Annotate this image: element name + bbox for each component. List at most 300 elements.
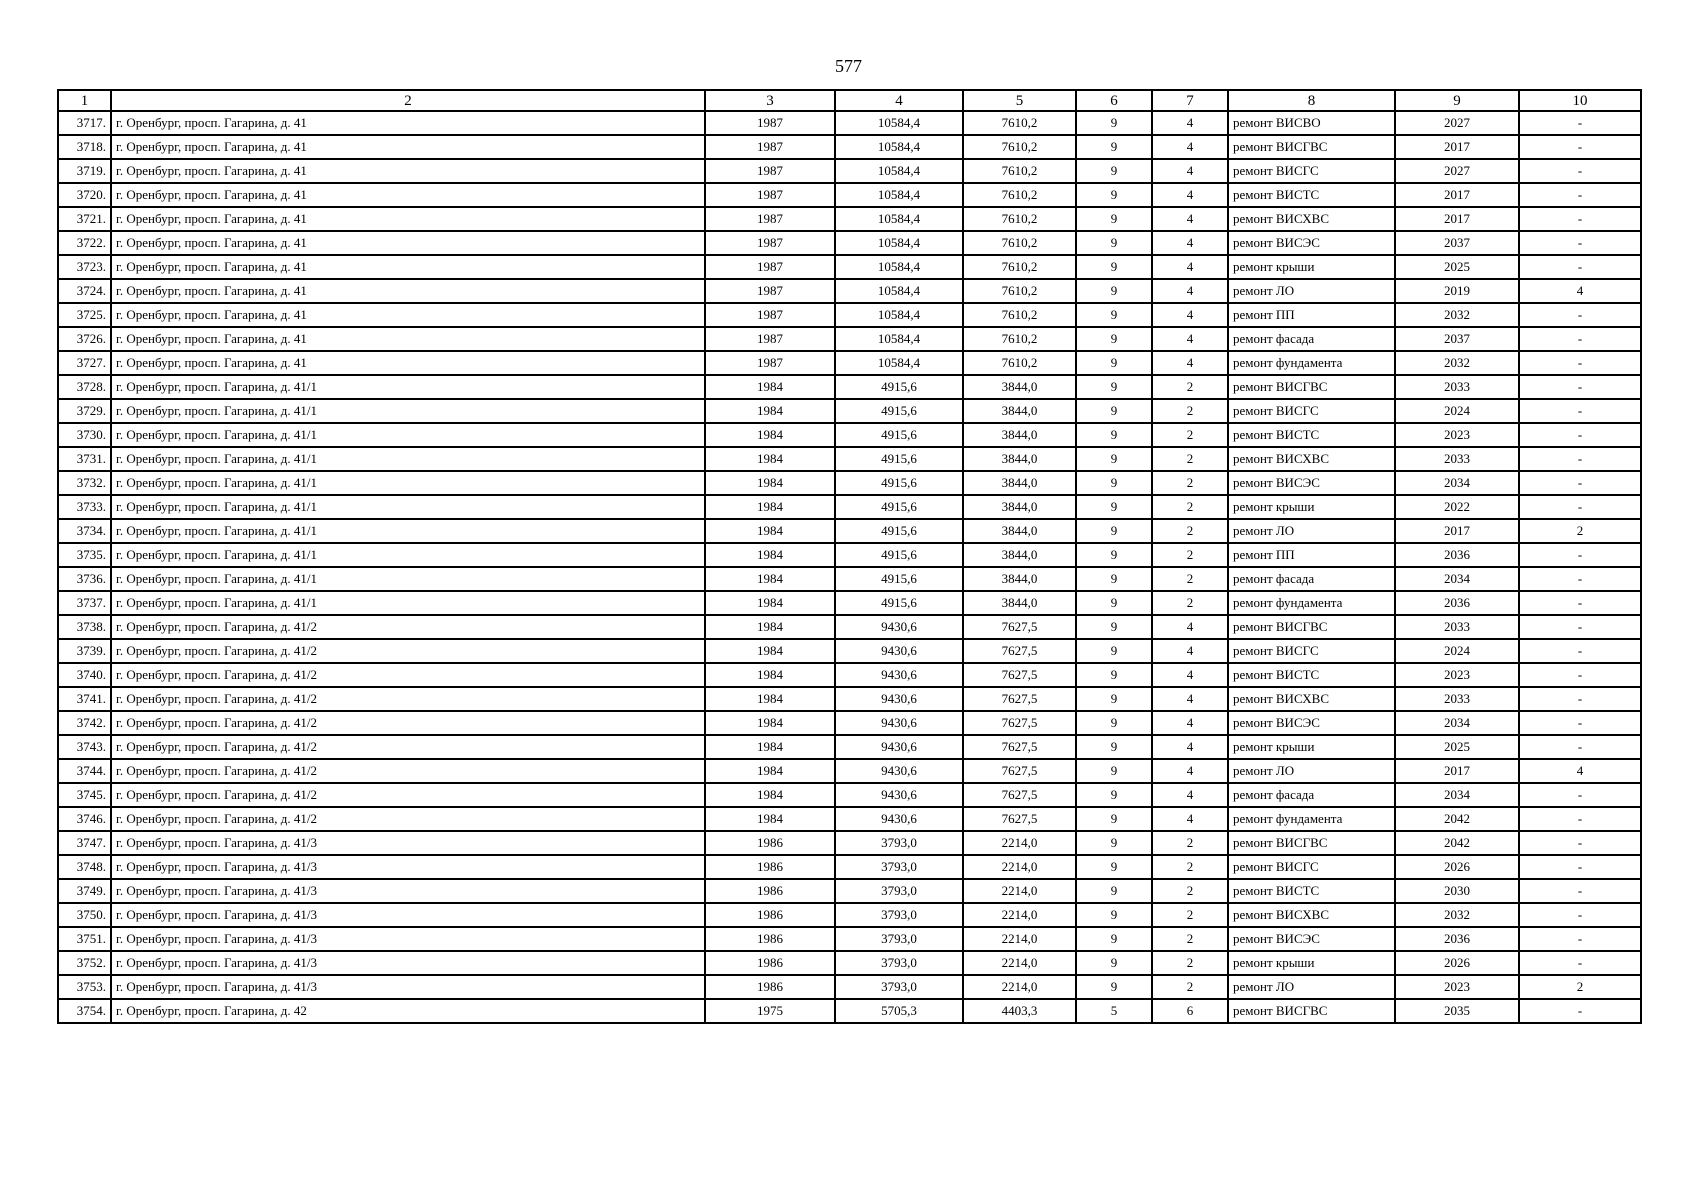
page-number: 577: [835, 56, 862, 76]
work-type-cell: ремонт фасада: [1228, 567, 1395, 591]
total-area-cell: 4915,6: [835, 567, 963, 591]
year-built-cell: 1986: [705, 951, 835, 975]
total-area-cell: 10584,4: [835, 255, 963, 279]
entrances-cell: 4: [1152, 615, 1228, 639]
value-cell: -: [1519, 375, 1641, 399]
planned-year-cell: 2034: [1395, 471, 1519, 495]
address-cell: г. Оренбург, просп. Гагарина, д. 41/1: [111, 423, 705, 447]
floors-cell: 9: [1076, 543, 1152, 567]
residential-area-cell: 7627,5: [963, 663, 1076, 687]
planned-year-cell: 2019: [1395, 279, 1519, 303]
row-number-cell: 3721.: [58, 207, 111, 231]
entrances-cell: 2: [1152, 543, 1228, 567]
table-row: [58, 831, 1641, 855]
work-type-cell: ремонт ЛО: [1228, 759, 1395, 783]
entrances-cell: 4: [1152, 807, 1228, 831]
year-built-cell: 1987: [705, 135, 835, 159]
total-area-cell: 10584,4: [835, 327, 963, 351]
floors-cell: 9: [1076, 591, 1152, 615]
work-type-cell: ремонт ВИСЭС: [1228, 231, 1395, 255]
table-row: [58, 975, 1641, 999]
column-header: 1: [58, 90, 111, 111]
row-number-cell: 3720.: [58, 183, 111, 207]
planned-year-cell: 2030: [1395, 879, 1519, 903]
table-row: [58, 135, 1641, 159]
address-cell: г. Оренбург, просп. Гагарина, д. 41/2: [111, 687, 705, 711]
table-row: [58, 639, 1641, 663]
row-number-cell: 3745.: [58, 783, 111, 807]
floors-cell: 9: [1076, 519, 1152, 543]
planned-year-cell: 2032: [1395, 351, 1519, 375]
value-cell: -: [1519, 807, 1641, 831]
address-cell: г. Оренбург, просп. Гагарина, д. 41/2: [111, 663, 705, 687]
floors-cell: 9: [1076, 951, 1152, 975]
work-type-cell: ремонт ВИСХВС: [1228, 447, 1395, 471]
year-built-cell: 1984: [705, 567, 835, 591]
planned-year-cell: 2033: [1395, 375, 1519, 399]
work-type-cell: ремонт ВИСТС: [1228, 663, 1395, 687]
residential-area-cell: 3844,0: [963, 399, 1076, 423]
residential-area-cell: 7610,2: [963, 111, 1076, 135]
address-cell: г. Оренбург, просп. Гагарина, д. 41: [111, 303, 705, 327]
table-row: [58, 111, 1641, 135]
table-row: [58, 735, 1641, 759]
planned-year-cell: 2037: [1395, 327, 1519, 351]
value-cell: 4: [1519, 759, 1641, 783]
entrances-cell: 4: [1152, 639, 1228, 663]
address-cell: г. Оренбург, просп. Гагарина, д. 41/1: [111, 375, 705, 399]
floors-cell: 9: [1076, 879, 1152, 903]
address-cell: г. Оренбург, просп. Гагарина, д. 41/1: [111, 567, 705, 591]
total-area-cell: 4915,6: [835, 543, 963, 567]
value-cell: -: [1519, 183, 1641, 207]
address-cell: г. Оренбург, просп. Гагарина, д. 41/3: [111, 831, 705, 855]
total-area-cell: 9430,6: [835, 783, 963, 807]
value-cell: -: [1519, 111, 1641, 135]
value-cell: -: [1519, 879, 1641, 903]
year-built-cell: 1987: [705, 111, 835, 135]
entrances-cell: 6: [1152, 999, 1228, 1023]
year-built-cell: 1984: [705, 759, 835, 783]
row-number-cell: 3738.: [58, 615, 111, 639]
floors-cell: 9: [1076, 351, 1152, 375]
residential-area-cell: 3844,0: [963, 567, 1076, 591]
planned-year-cell: 2022: [1395, 495, 1519, 519]
floors-cell: 9: [1076, 375, 1152, 399]
address-cell: г. Оренбург, просп. Гагарина, д. 41/1: [111, 447, 705, 471]
residential-area-cell: 7627,5: [963, 687, 1076, 711]
year-built-cell: 1987: [705, 279, 835, 303]
total-area-cell: 3793,0: [835, 831, 963, 855]
address-cell: г. Оренбург, просп. Гагарина, д. 41: [111, 159, 705, 183]
year-built-cell: 1984: [705, 423, 835, 447]
work-type-cell: ремонт ВИСТС: [1228, 879, 1395, 903]
value-cell: -: [1519, 951, 1641, 975]
entrances-cell: 2: [1152, 567, 1228, 591]
total-area-cell: 4915,6: [835, 495, 963, 519]
floors-cell: 9: [1076, 447, 1152, 471]
planned-year-cell: 2042: [1395, 831, 1519, 855]
table-row: [58, 687, 1641, 711]
entrances-cell: 2: [1152, 975, 1228, 999]
floors-cell: 9: [1076, 687, 1152, 711]
row-number-cell: 3725.: [58, 303, 111, 327]
entrances-cell: 2: [1152, 375, 1228, 399]
row-number-cell: 3729.: [58, 399, 111, 423]
entrances-cell: 4: [1152, 663, 1228, 687]
year-built-cell: 1986: [705, 927, 835, 951]
address-cell: г. Оренбург, просп. Гагарина, д. 41/2: [111, 783, 705, 807]
table-header-row: [58, 90, 1641, 111]
row-number-cell: 3741.: [58, 687, 111, 711]
residential-area-cell: 7627,5: [963, 807, 1076, 831]
year-built-cell: 1986: [705, 855, 835, 879]
table-row: [58, 759, 1641, 783]
table-row: [58, 231, 1641, 255]
residential-area-cell: 2214,0: [963, 903, 1076, 927]
floors-cell: 9: [1076, 471, 1152, 495]
row-number-cell: 3737.: [58, 591, 111, 615]
planned-year-cell: 2037: [1395, 231, 1519, 255]
planned-year-cell: 2017: [1395, 183, 1519, 207]
row-number-cell: 3740.: [58, 663, 111, 687]
residential-area-cell: 3844,0: [963, 543, 1076, 567]
value-cell: -: [1519, 471, 1641, 495]
planned-year-cell: 2042: [1395, 807, 1519, 831]
residential-area-cell: 7627,5: [963, 615, 1076, 639]
work-type-cell: ремонт ВИСГВС: [1228, 615, 1395, 639]
residential-area-cell: 3844,0: [963, 495, 1076, 519]
table-row: [58, 567, 1641, 591]
row-number-cell: 3753.: [58, 975, 111, 999]
address-cell: г. Оренбург, просп. Гагарина, д. 41/1: [111, 543, 705, 567]
total-area-cell: 10584,4: [835, 351, 963, 375]
entrances-cell: 2: [1152, 903, 1228, 927]
value-cell: 4: [1519, 279, 1641, 303]
value-cell: -: [1519, 231, 1641, 255]
floors-cell: 9: [1076, 759, 1152, 783]
address-cell: г. Оренбург, просп. Гагарина, д. 41: [111, 255, 705, 279]
table-row: [58, 207, 1641, 231]
value-cell: -: [1519, 423, 1641, 447]
table-row: [58, 399, 1641, 423]
residential-area-cell: 7610,2: [963, 159, 1076, 183]
year-built-cell: 1984: [705, 711, 835, 735]
address-cell: г. Оренбург, просп. Гагарина, д. 41/2: [111, 639, 705, 663]
row-number-cell: 3736.: [58, 567, 111, 591]
year-built-cell: 1987: [705, 231, 835, 255]
floors-cell: 9: [1076, 735, 1152, 759]
row-number-cell: 3743.: [58, 735, 111, 759]
planned-year-cell: 2024: [1395, 639, 1519, 663]
year-built-cell: 1984: [705, 687, 835, 711]
total-area-cell: 9430,6: [835, 687, 963, 711]
table-row: [58, 183, 1641, 207]
address-cell: г. Оренбург, просп. Гагарина, д. 41/2: [111, 759, 705, 783]
total-area-cell: 9430,6: [835, 807, 963, 831]
value-cell: -: [1519, 303, 1641, 327]
floors-cell: 9: [1076, 423, 1152, 447]
planned-year-cell: 2032: [1395, 903, 1519, 927]
floors-cell: 9: [1076, 399, 1152, 423]
table-row: [58, 807, 1641, 831]
planned-year-cell: 2024: [1395, 399, 1519, 423]
floors-cell: 9: [1076, 663, 1152, 687]
planned-year-cell: 2033: [1395, 615, 1519, 639]
entrances-cell: 2: [1152, 831, 1228, 855]
row-number-cell: 3744.: [58, 759, 111, 783]
residential-area-cell: 7610,2: [963, 183, 1076, 207]
work-type-cell: ремонт ПП: [1228, 543, 1395, 567]
work-type-cell: ремонт ЛО: [1228, 519, 1395, 543]
table-body: [58, 111, 1641, 1023]
address-cell: г. Оренбург, просп. Гагарина, д. 41: [111, 279, 705, 303]
value-cell: -: [1519, 927, 1641, 951]
total-area-cell: 3793,0: [835, 927, 963, 951]
total-area-cell: 9430,6: [835, 639, 963, 663]
entrances-cell: 4: [1152, 159, 1228, 183]
row-number-cell: 3730.: [58, 423, 111, 447]
work-type-cell: ремонт ВИСХВС: [1228, 207, 1395, 231]
residential-area-cell: 2214,0: [963, 831, 1076, 855]
row-number-cell: 3749.: [58, 879, 111, 903]
year-built-cell: 1984: [705, 375, 835, 399]
value-cell: -: [1519, 711, 1641, 735]
entrances-cell: 4: [1152, 735, 1228, 759]
year-built-cell: 1984: [705, 783, 835, 807]
entrances-cell: 2: [1152, 447, 1228, 471]
column-header: 10: [1519, 90, 1641, 111]
residential-area-cell: 7610,2: [963, 231, 1076, 255]
total-area-cell: 4915,6: [835, 471, 963, 495]
year-built-cell: 1984: [705, 615, 835, 639]
data-table: [57, 89, 1642, 1024]
planned-year-cell: 2023: [1395, 423, 1519, 447]
value-cell: -: [1519, 783, 1641, 807]
floors-cell: 9: [1076, 495, 1152, 519]
total-area-cell: 3793,0: [835, 855, 963, 879]
table-row: [58, 327, 1641, 351]
table-row: [58, 303, 1641, 327]
year-built-cell: 1984: [705, 495, 835, 519]
entrances-cell: 2: [1152, 951, 1228, 975]
floors-cell: 9: [1076, 927, 1152, 951]
entrances-cell: 4: [1152, 279, 1228, 303]
residential-area-cell: 3844,0: [963, 519, 1076, 543]
year-built-cell: 1986: [705, 975, 835, 999]
address-cell: г. Оренбург, просп. Гагарина, д. 41: [111, 111, 705, 135]
work-type-cell: ремонт фундамента: [1228, 807, 1395, 831]
column-header: 8: [1228, 90, 1395, 111]
work-type-cell: ремонт ВИСТС: [1228, 183, 1395, 207]
row-number-cell: 3750.: [58, 903, 111, 927]
floors-cell: 9: [1076, 903, 1152, 927]
total-area-cell: 4915,6: [835, 423, 963, 447]
row-number-cell: 3742.: [58, 711, 111, 735]
work-type-cell: ремонт ВИСГВС: [1228, 135, 1395, 159]
planned-year-cell: 2036: [1395, 927, 1519, 951]
table-row: [58, 783, 1641, 807]
work-type-cell: ремонт ВИСЭС: [1228, 471, 1395, 495]
entrances-cell: 4: [1152, 135, 1228, 159]
residential-area-cell: 2214,0: [963, 855, 1076, 879]
planned-year-cell: 2026: [1395, 855, 1519, 879]
table-row: [58, 471, 1641, 495]
entrances-cell: 4: [1152, 327, 1228, 351]
work-type-cell: ремонт ВИСХВС: [1228, 903, 1395, 927]
entrances-cell: 2: [1152, 927, 1228, 951]
year-built-cell: 1975: [705, 999, 835, 1023]
entrances-cell: 2: [1152, 591, 1228, 615]
address-cell: г. Оренбург, просп. Гагарина, д. 41/2: [111, 615, 705, 639]
row-number-cell: 3722.: [58, 231, 111, 255]
work-type-cell: ремонт ВИСГС: [1228, 639, 1395, 663]
year-built-cell: 1984: [705, 519, 835, 543]
table-row: [58, 951, 1641, 975]
planned-year-cell: 2017: [1395, 759, 1519, 783]
entrances-cell: 4: [1152, 207, 1228, 231]
row-number-cell: 3739.: [58, 639, 111, 663]
year-built-cell: 1987: [705, 183, 835, 207]
planned-year-cell: 2032: [1395, 303, 1519, 327]
work-type-cell: ремонт ВИСЭС: [1228, 927, 1395, 951]
table-row: [58, 423, 1641, 447]
residential-area-cell: 7610,2: [963, 279, 1076, 303]
year-built-cell: 1984: [705, 663, 835, 687]
residential-area-cell: 7627,5: [963, 783, 1076, 807]
row-number-cell: 3751.: [58, 927, 111, 951]
work-type-cell: ремонт ВИСХВС: [1228, 687, 1395, 711]
entrances-cell: 2: [1152, 471, 1228, 495]
column-header: 4: [835, 90, 963, 111]
value-cell: -: [1519, 855, 1641, 879]
residential-area-cell: 3844,0: [963, 591, 1076, 615]
planned-year-cell: 2036: [1395, 591, 1519, 615]
residential-area-cell: 2214,0: [963, 951, 1076, 975]
work-type-cell: ремонт ПП: [1228, 303, 1395, 327]
value-cell: -: [1519, 831, 1641, 855]
address-cell: г. Оренбург, просп. Гагарина, д. 41/1: [111, 519, 705, 543]
entrances-cell: 2: [1152, 495, 1228, 519]
floors-cell: 9: [1076, 279, 1152, 303]
planned-year-cell: 2034: [1395, 567, 1519, 591]
row-number-cell: 3727.: [58, 351, 111, 375]
value-cell: -: [1519, 351, 1641, 375]
address-cell: г. Оренбург, просп. Гагарина, д. 41/3: [111, 879, 705, 903]
floors-cell: 9: [1076, 807, 1152, 831]
floors-cell: 9: [1076, 711, 1152, 735]
value-cell: -: [1519, 615, 1641, 639]
row-number-cell: 3732.: [58, 471, 111, 495]
address-cell: г. Оренбург, просп. Гагарина, д. 41/2: [111, 807, 705, 831]
floors-cell: 5: [1076, 999, 1152, 1023]
value-cell: -: [1519, 591, 1641, 615]
planned-year-cell: 2023: [1395, 975, 1519, 999]
row-number-cell: 3746.: [58, 807, 111, 831]
year-built-cell: 1986: [705, 831, 835, 855]
entrances-cell: 2: [1152, 399, 1228, 423]
address-cell: г. Оренбург, просп. Гагарина, д. 41/1: [111, 495, 705, 519]
entrances-cell: 4: [1152, 255, 1228, 279]
total-area-cell: 10584,4: [835, 207, 963, 231]
table-row: [58, 855, 1641, 879]
residential-area-cell: 7610,2: [963, 303, 1076, 327]
planned-year-cell: 2023: [1395, 663, 1519, 687]
row-number-cell: 3752.: [58, 951, 111, 975]
total-area-cell: 10584,4: [835, 111, 963, 135]
column-header: 2: [111, 90, 705, 111]
value-cell: -: [1519, 495, 1641, 519]
planned-year-cell: 2033: [1395, 447, 1519, 471]
work-type-cell: ремонт ВИСГС: [1228, 399, 1395, 423]
value-cell: -: [1519, 543, 1641, 567]
row-number-cell: 3728.: [58, 375, 111, 399]
work-type-cell: ремонт фасада: [1228, 783, 1395, 807]
floors-cell: 9: [1076, 135, 1152, 159]
entrances-cell: 4: [1152, 111, 1228, 135]
total-area-cell: 3793,0: [835, 903, 963, 927]
planned-year-cell: 2035: [1395, 999, 1519, 1023]
work-type-cell: ремонт фасада: [1228, 327, 1395, 351]
table-row: [58, 279, 1641, 303]
residential-area-cell: 7627,5: [963, 711, 1076, 735]
entrances-cell: 4: [1152, 231, 1228, 255]
value-cell: -: [1519, 999, 1641, 1023]
floors-cell: 9: [1076, 231, 1152, 255]
row-number-cell: 3726.: [58, 327, 111, 351]
total-area-cell: 10584,4: [835, 183, 963, 207]
planned-year-cell: 2033: [1395, 687, 1519, 711]
floors-cell: 9: [1076, 303, 1152, 327]
table-row: [58, 711, 1641, 735]
year-built-cell: 1986: [705, 903, 835, 927]
residential-area-cell: 3844,0: [963, 423, 1076, 447]
floors-cell: 9: [1076, 183, 1152, 207]
entrances-cell: 4: [1152, 351, 1228, 375]
floors-cell: 9: [1076, 567, 1152, 591]
residential-area-cell: 7610,2: [963, 351, 1076, 375]
year-built-cell: 1987: [705, 351, 835, 375]
address-cell: г. Оренбург, просп. Гагарина, д. 41/3: [111, 927, 705, 951]
total-area-cell: 9430,6: [835, 759, 963, 783]
floors-cell: 9: [1076, 615, 1152, 639]
residential-area-cell: 7627,5: [963, 639, 1076, 663]
value-cell: -: [1519, 255, 1641, 279]
table-row: [58, 663, 1641, 687]
work-type-cell: ремонт крыши: [1228, 735, 1395, 759]
work-type-cell: ремонт ВИСГВС: [1228, 999, 1395, 1023]
floors-cell: 9: [1076, 111, 1152, 135]
total-area-cell: 9430,6: [835, 711, 963, 735]
entrances-cell: 4: [1152, 783, 1228, 807]
row-number-cell: 3734.: [58, 519, 111, 543]
value-cell: -: [1519, 687, 1641, 711]
total-area-cell: 10584,4: [835, 159, 963, 183]
work-type-cell: ремонт фундамента: [1228, 351, 1395, 375]
column-header: 6: [1076, 90, 1152, 111]
planned-year-cell: 2034: [1395, 783, 1519, 807]
table-row: [58, 447, 1641, 471]
work-type-cell: ремонт ВИСЭС: [1228, 711, 1395, 735]
row-number-cell: 3724.: [58, 279, 111, 303]
address-cell: г. Оренбург, просп. Гагарина, д. 41/3: [111, 975, 705, 999]
floors-cell: 9: [1076, 159, 1152, 183]
work-type-cell: ремонт крыши: [1228, 255, 1395, 279]
year-built-cell: 1984: [705, 639, 835, 663]
planned-year-cell: 2027: [1395, 159, 1519, 183]
year-built-cell: 1984: [705, 591, 835, 615]
table-row: [58, 495, 1641, 519]
